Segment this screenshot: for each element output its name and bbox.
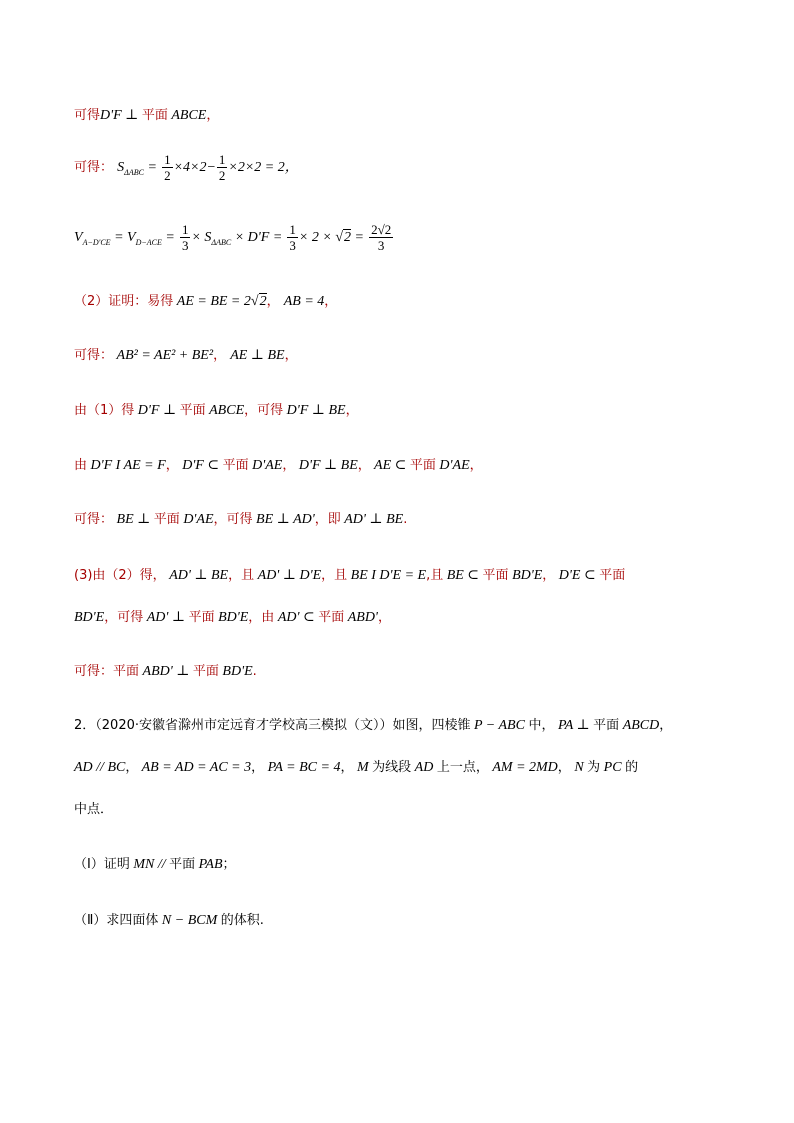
solution-line-4 (74, 292, 337, 312)
text: 平面 (153, 512, 180, 527)
denominator: 3 (377, 238, 385, 253)
math: ABCE (167, 108, 207, 123)
text: ， (324, 294, 338, 309)
text: 平面 (192, 664, 219, 679)
subscript: ΔABC (211, 237, 232, 247)
problem-2-line-2 (74, 758, 638, 778)
text: ， (340, 760, 354, 775)
numerator: 1 (181, 222, 189, 237)
math: N − BCM (158, 913, 221, 928)
text: （Ⅰ）证明 (74, 857, 130, 872)
solution-line-9 (74, 566, 625, 586)
math: D'F I AE = F (87, 458, 166, 473)
text: ； (222, 857, 236, 872)
text: 2．（2020·安徽省滁州市定远育才学校高三模拟（文））如图，四棱锥 (74, 718, 471, 733)
text: ， (213, 348, 231, 363)
math: BE ⊂ (443, 568, 483, 583)
math (191, 230, 282, 245)
math: AB = AD = AC = 3 (138, 760, 252, 775)
denominator: 3 (181, 238, 189, 253)
math: BD'E (74, 610, 105, 625)
text: （2）证明：易得 (74, 294, 174, 309)
text: ，且 (228, 568, 255, 583)
text: ，且 (321, 568, 348, 583)
solution-line-11 (74, 662, 257, 682)
text: ，可得 (213, 512, 253, 527)
math (117, 160, 157, 175)
math: AE ⊥ BE (230, 348, 285, 363)
math: PA = BC = 4 (264, 760, 341, 775)
numerator: 1 (289, 222, 296, 237)
text: 可得：平面 (74, 664, 140, 679)
text: 平面 (179, 403, 206, 418)
math: AB = 4 (283, 294, 325, 309)
text: ， (282, 458, 296, 473)
math: MN // (129, 857, 170, 872)
math: M (353, 760, 373, 775)
math: P − ABC (470, 718, 529, 733)
text: ，可得 (104, 610, 144, 625)
math: = (351, 230, 364, 245)
math: AE ⊂ (370, 458, 410, 473)
math: ABCE (205, 403, 245, 418)
solution-line-3 (74, 222, 394, 253)
solution-line-6 (74, 401, 359, 421)
text: 平面 (593, 718, 620, 733)
text: 可得： (74, 348, 114, 363)
problem-2-line-3 (74, 800, 113, 820)
subscript: D−ACE (135, 237, 162, 247)
math: AD' ⊥ BE (165, 568, 229, 583)
math: D'AE (179, 512, 214, 527)
text: 为线段 (372, 760, 412, 775)
fraction (180, 222, 191, 253)
math: BE ⊥ (113, 512, 154, 527)
math: ABCD (619, 718, 660, 733)
math: AD' ⊥ BE (340, 512, 404, 527)
symbol: × D'F = (231, 230, 283, 245)
text: ， (266, 294, 284, 309)
denominator: 2 (164, 168, 171, 183)
math: AE = BE = 2√ (173, 294, 259, 309)
fraction (217, 152, 228, 183)
text: ， (251, 760, 265, 775)
math: PAB (195, 857, 223, 872)
text: ,且 (426, 568, 444, 583)
text: ，可得 (244, 403, 284, 418)
text: ，由 (248, 610, 275, 625)
text: （Ⅱ）求四面体 (74, 913, 159, 928)
symbol: V (74, 230, 83, 245)
solution-line-7 (74, 456, 483, 476)
math: ABD' (344, 610, 378, 625)
radicand: 2 (259, 294, 267, 309)
symbol: = (147, 160, 157, 175)
solution-line-8 (74, 510, 407, 530)
math: AD' ⊥ (143, 610, 189, 625)
text: 平面 (318, 610, 345, 625)
text: 由 (74, 458, 88, 473)
math: BD'E (218, 664, 253, 679)
math: AB² = AE² + BE² (113, 348, 214, 363)
math: D'AE (435, 458, 470, 473)
solution-line-5 (74, 346, 298, 366)
text: ， (557, 760, 571, 775)
subscript: ΔABC (124, 167, 144, 177)
symbol: × S (191, 230, 212, 245)
numerator: 1 (218, 152, 226, 167)
problem-2-part-1 (74, 855, 236, 875)
denominator: 3 (289, 238, 296, 253)
numerator: 2√2 (371, 222, 392, 237)
math: D'F ⊂ (178, 458, 223, 473)
math: BE I D'E = E (347, 568, 427, 583)
math: BD'E (508, 568, 543, 583)
solution-line-2 (74, 152, 299, 183)
math: N (570, 760, 588, 775)
math: D'F ⊥ (100, 108, 142, 123)
math: AM = 2MD (488, 760, 558, 775)
text: ， (377, 610, 391, 625)
text: 可得 (74, 108, 101, 123)
text: 平面 (141, 108, 168, 123)
text: 可得： (74, 512, 114, 527)
text: 的体积. (220, 913, 264, 928)
math: AD (411, 760, 437, 775)
math: BE ⊥ AD' (252, 512, 315, 527)
symbol: = V (110, 230, 136, 245)
text: 的 (625, 760, 639, 775)
text: 可得： (74, 160, 114, 175)
text: 由（1）得 (74, 403, 135, 418)
symbol: = (161, 230, 175, 245)
math: AD' ⊂ (274, 610, 319, 625)
math: PA ⊥ (554, 718, 594, 733)
math (74, 230, 175, 245)
math: D'F ⊥ BE (283, 403, 346, 418)
math: D'F ⊥ BE (295, 458, 358, 473)
math: D'AE (248, 458, 283, 473)
fraction (287, 222, 298, 253)
math: AD // BC (74, 760, 126, 775)
text: 为 (587, 760, 601, 775)
text: 上一点， (436, 760, 489, 775)
math: × 2 × √ (298, 230, 343, 245)
math: AD' ⊥ D'E (254, 568, 322, 583)
text: ， (125, 760, 139, 775)
fraction (369, 222, 393, 253)
solution-line-10 (74, 608, 391, 628)
text: 中， (528, 718, 555, 733)
math: D'E ⊂ (555, 568, 600, 583)
text: 平面 (169, 857, 196, 872)
problem-2-line-1 (74, 716, 672, 736)
fraction (162, 152, 173, 183)
solution-line-1 (74, 106, 219, 126)
denominator: 2 (218, 168, 226, 183)
text: (3)由（2）得， (74, 568, 166, 583)
text: ，即 (314, 512, 341, 527)
subscript: A−D'CE (82, 237, 111, 247)
math: ×2×2 = 2， (228, 160, 299, 175)
math: BD'E (214, 610, 249, 625)
math: ×4×2− (173, 160, 216, 175)
math: ABD' ⊥ (139, 664, 193, 679)
text: ， (542, 568, 556, 583)
text: 平面 (188, 610, 215, 625)
text: . (403, 512, 408, 527)
text: ， (469, 458, 483, 473)
text: . (252, 664, 257, 679)
text: 中点． (74, 802, 114, 817)
text: 平面 (409, 458, 436, 473)
text: 平面 (599, 568, 626, 583)
text: ， (345, 403, 359, 418)
text: ， (165, 458, 179, 473)
math: PC (600, 760, 626, 775)
radicand: 2 (344, 230, 351, 245)
text: ， (357, 458, 371, 473)
text: 平面 (482, 568, 509, 583)
symbol: S (117, 160, 125, 175)
numerator: 1 (164, 152, 171, 167)
text: ， (659, 718, 673, 733)
text: ， (206, 108, 220, 123)
math: D'F ⊥ (134, 403, 180, 418)
text: 平面 (222, 458, 249, 473)
text: ， (284, 348, 298, 363)
problem-2-part-2 (74, 911, 264, 931)
